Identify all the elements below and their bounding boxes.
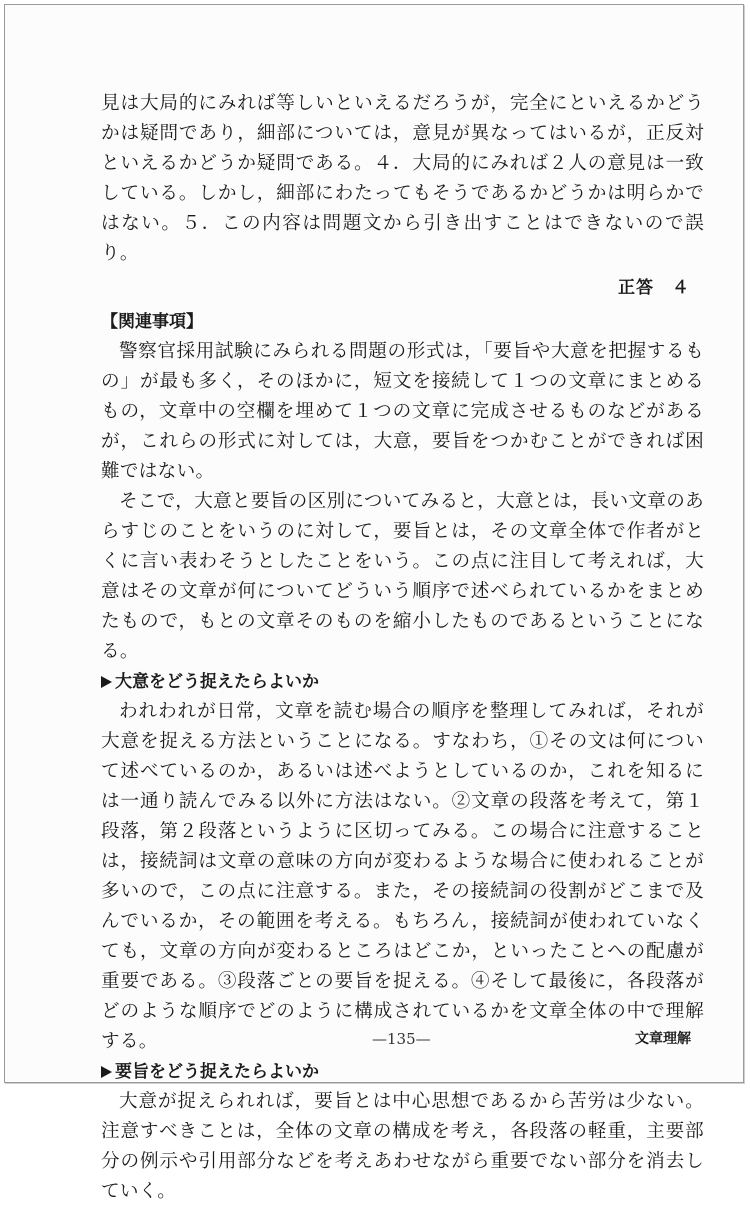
triangle-right-icon <box>101 1066 112 1078</box>
section2-heading-row <box>101 1057 704 1087</box>
section-name: 文章理解 <box>635 1031 691 1047</box>
page-number: —135— <box>372 1030 431 1048</box>
section1-heading-row <box>101 667 704 697</box>
document-page <box>4 4 744 1202</box>
related-heading: 【関連事項】 <box>101 312 203 332</box>
related-paragraph-1: 警察官採用試験にみられる問題の形式は，「要旨や大意を把握するもの」が最も多く，そのほかに，短文を接続して１つの文章にまとめるもの，文章中の空欄を埋めて１つの文章に完成させるものなどがあるが，これらの形式に対しては，大意，要旨をつかむことができれば困難ではない。 <box>101 341 704 482</box>
answer-line: 正答 ４ <box>618 278 690 298</box>
related-paragraph-2: そこで，大意と要旨の区別についてみると，大意とは，長い文章のあらすじのことをいうのに対して，要旨とは，その文章全体で作者がとくに言い表わそうとしたことをいう。この点に注目して考えれば，大意はその文章が何についてどういう順序で述べられているかをまとめたもので，もとの文章そのものを縮小したものであるということになる。 <box>101 491 704 662</box>
intro-paragraph: 見は大局的にみれば等しいといえるだろうが，完全にといえるかどうかは疑問であり，細部については，意見が異なってはいるが，正反対といえるかどうか疑問である。４．大局的にみれば２人の意見は一致している。しかし，細部にわたってもそうであるかどうかは明らかではない。５．この内容は問題文から引き出すことはできないので誤り。 <box>101 93 704 264</box>
section2-heading: 要旨をどう捉えたらよいか <box>115 1062 319 1082</box>
section2-paragraph: 大意が捉えられれば，要旨とは中心思想であるから苦労は少ない。注意すべきことは，全体の文章の構成を考え，各段落の軽重，主要部分の例示や引用部分などを考えあわせながら重要でない部分を消去していく。 <box>101 1091 704 1202</box>
section1-heading: 大意をどう捉えたらよいか <box>115 672 319 692</box>
page-footer <box>5 1027 743 1051</box>
triangle-right-icon <box>101 676 112 688</box>
section1-paragraph: われわれが日常，文章を読む場合の順序を整理してみれば，それが大意を捉える方法ということになる。すなわち，①その文は何について述べているのか，あるいは述べようとしているのか，これを知るには一通り読んでみる以外に方法はない。②文章の段落を考えて，第１段落，第２段落というように区切ってみる。この場合に注意することは，接続詞は文章の意味の方向が変わるような場合に使われることが多いので，この点に注意する。また，その接続詞の役割がどこまで及んでいるか，その範囲を考える。もちろん，接続詞が使われていなくても，文章の方向が変わるところはどこか，といったことへの配慮が重要である。③段落ごとの要旨を捉える。④そして最後に，各段落がどのような順序でどのように構成されているかを文章全体の中で理解する。 <box>101 701 704 1052</box>
